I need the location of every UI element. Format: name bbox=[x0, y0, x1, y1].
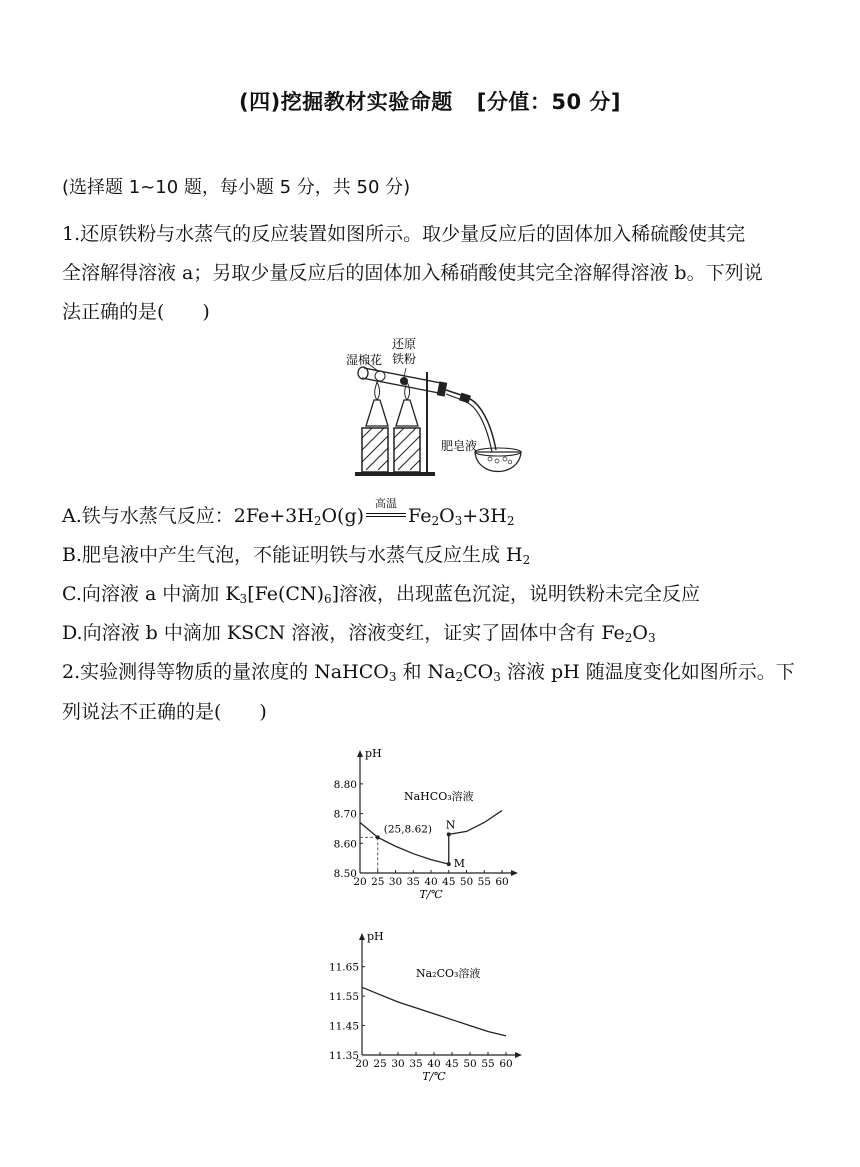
q2-stem-line-2: 列说法不正确的是( ) bbox=[62, 701, 267, 723]
annotation-25-862: (25,8.62) bbox=[383, 823, 433, 836]
annotation-m: M bbox=[453, 857, 466, 871]
chart1-x-tick-label: 45 bbox=[442, 876, 456, 888]
chart2-x-arrow bbox=[515, 1052, 522, 1058]
point-m bbox=[447, 862, 451, 866]
chart1-x-tick-label: 55 bbox=[477, 876, 491, 888]
chart1-x-arrow bbox=[511, 870, 518, 876]
q1-option-b: B.肥皂液中产生气泡，不能证明铁与水蒸气反应生成 $H_2$ bbox=[62, 544, 531, 567]
chart1-x-tick-label: 35 bbox=[406, 876, 420, 888]
chart1-x-tick-label: 50 bbox=[459, 876, 474, 888]
chart2-x-tick-label: 45 bbox=[445, 1058, 459, 1070]
page-title bbox=[0, 86, 860, 116]
chart2-y-tick-label: 11.55 bbox=[328, 991, 359, 1004]
chart1-x-tick-label: 60 bbox=[495, 876, 509, 888]
annotation-n: N bbox=[445, 818, 456, 832]
q1-stem-line-3: 法正确的是( ) bbox=[62, 301, 210, 323]
chart2-y-axis-label: pH bbox=[367, 930, 384, 943]
chart2-x-tick-label: 20 bbox=[355, 1058, 369, 1070]
chart2-y-tick-label: 11.35 bbox=[328, 1050, 359, 1062]
chart1-y-tick-label: 8.60 bbox=[333, 838, 357, 851]
chart1-y-arrow bbox=[357, 750, 363, 757]
chart2-x-tick-label: 50 bbox=[463, 1058, 477, 1070]
burner-left bbox=[362, 428, 388, 472]
chart2-x-tick-label: 30 bbox=[391, 1058, 405, 1070]
soap-dish bbox=[475, 448, 521, 472]
chart2-x-tick-label: 25 bbox=[373, 1058, 387, 1070]
lamp-left bbox=[366, 382, 388, 426]
na2co3-series-label: Na₂CO₃溶液 bbox=[416, 967, 481, 980]
chart1-x-tick-label: 30 bbox=[388, 876, 403, 888]
q1-stem-line-1: 1.还原铁粉与水蒸气的反应装置如图所示。取少量反应后的固体加入稀硫酸使其完 bbox=[62, 223, 746, 245]
iron-powder bbox=[400, 377, 408, 385]
label-iron-line2: 铁粉 bbox=[392, 352, 417, 366]
chart1-x-tick-label: 40 bbox=[424, 876, 438, 888]
chart2-y-tick-label: 11.45 bbox=[328, 1020, 359, 1033]
na2co3-curve bbox=[362, 987, 506, 1036]
q1-option-d: D.向溶液 b 中滴加 KSCN 溶液，溶液变红，证实了固体中含有 $Fe_2O_3$ bbox=[62, 622, 656, 645]
chart1-y-tick-label: 8.70 bbox=[333, 808, 357, 821]
point-n bbox=[447, 832, 451, 836]
chart2-x-tick-label: 40 bbox=[427, 1058, 441, 1070]
chart2-x-tick-label: 55 bbox=[481, 1058, 495, 1070]
apparatus-figure bbox=[340, 338, 530, 478]
q1-option-c: C.向溶液 a 中滴加 $K_3[Fe(CN)_6]$溶液，出现蓝色沉淀，说明铁粉未完全反应 bbox=[62, 583, 701, 606]
reaction-condition: 高温 bbox=[364, 504, 408, 524]
burner-right bbox=[394, 428, 420, 472]
label-wet-cotton: 湿棉花 bbox=[346, 353, 383, 367]
chart2-x-axis-label: T/℃ bbox=[422, 1070, 446, 1083]
point-25-862 bbox=[376, 835, 380, 839]
q1-stem-line-2: 全溶解得溶液 a；另取少量反应后的固体加入稀硝酸使其完全溶解得溶液 b。下列说 bbox=[62, 262, 763, 284]
label-iron-line1: 还原 bbox=[392, 338, 417, 351]
wet-cotton bbox=[375, 371, 385, 381]
chart-nahco3 bbox=[320, 730, 540, 905]
score-text: [分值：50 分] bbox=[476, 90, 621, 114]
chart2-y-arrow bbox=[359, 933, 365, 940]
nahco3-curve-rising bbox=[449, 811, 502, 835]
chart1-y-tick-label: 8.80 bbox=[333, 778, 357, 791]
q1-option-a: A.铁与水蒸气反应：$2Fe+3H_2O(g)$ 高温 $Fe_2O_3+3H_2$ bbox=[62, 497, 515, 528]
chart1-y-axis-label: pH bbox=[365, 747, 382, 760]
chart1-x-axis-label: T/℃ bbox=[419, 888, 443, 901]
title-text: (四)挖掘教材实验命题 bbox=[239, 90, 453, 114]
q2-stem-line-1: 2.实验测得等物质的量浓度的 NaHCO$_3$ 和 $Na_2CO_3$ 溶液 pH 随温度变化如图所示。下 bbox=[62, 661, 795, 684]
chart2-x-tick-label: 35 bbox=[409, 1058, 423, 1070]
chart2-x-tick-label: 60 bbox=[499, 1058, 513, 1070]
instructions: (选择题 1~10 题，每小题 5 分，共 50 分) bbox=[62, 177, 411, 198]
chart2-y-tick-label: 11.65 bbox=[328, 961, 359, 974]
nahco3-series-label: NaHCO₃溶液 bbox=[404, 790, 474, 803]
chart1-x-tick-label: 25 bbox=[371, 876, 385, 888]
chart1-y-tick-label: 8.50 bbox=[333, 868, 357, 880]
chart1-x-tick-label: 20 bbox=[353, 876, 367, 888]
chart-na2co3 bbox=[320, 915, 540, 1095]
label-soap: 肥皂液 bbox=[441, 439, 478, 453]
